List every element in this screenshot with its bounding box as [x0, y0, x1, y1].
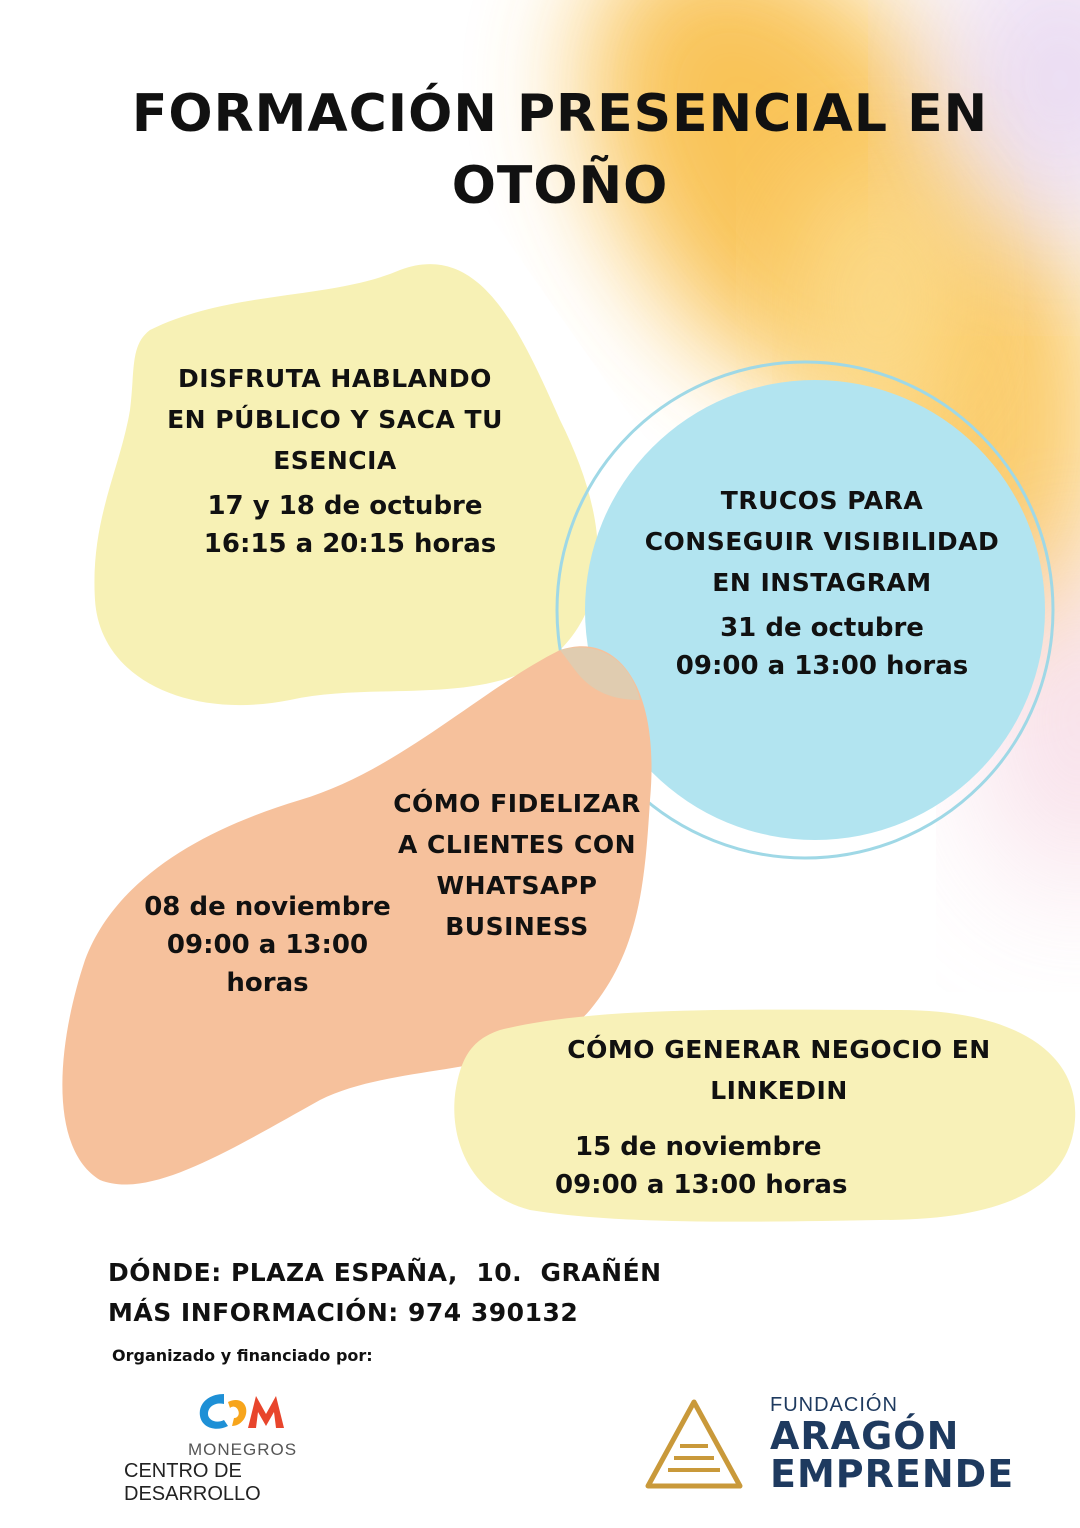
event-date: 17 y 18 de octubre — [207, 491, 483, 521]
event-title-line: DISFRUTA HABLANDO — [178, 364, 492, 393]
fundacion-label: FUNDACIÓN — [770, 1394, 898, 1416]
title-line-2: OTOÑO — [451, 156, 669, 216]
contact-phone: MÁS INFORMACIÓN: 974 390132 — [108, 1298, 579, 1327]
event-time: 09:00 a 13:00 horas — [675, 651, 969, 681]
event-title-line: CÓMO GENERAR NEGOCIO EN — [567, 1035, 991, 1064]
event-card-instagram — [622, 480, 1022, 685]
event-title-line: CONSEGUIR VISIBILIDAD — [644, 527, 1000, 556]
event-time: 16:15 a 20:15 horas — [203, 529, 497, 559]
event-card-whatsapp — [382, 783, 652, 947]
emprende-label: EMPRENDE — [770, 1452, 1015, 1496]
event-title-line: CÓMO FIDELIZAR — [393, 789, 641, 818]
aragon-label: ARAGÓN — [770, 1414, 960, 1458]
event-date: 15 de noviembre — [575, 1132, 822, 1162]
organizer-label: Organizado y financiado por: — [112, 1346, 373, 1365]
event-title-line: ESENCIA — [273, 446, 397, 475]
event-title-line: WHATSAPP — [436, 871, 598, 900]
cdm-logo-icon — [194, 1388, 290, 1436]
pyramid-logo-icon — [644, 1398, 744, 1490]
event-time: 09:00 a 13:00 horas — [555, 1170, 848, 1200]
event-title-line: BUSINESS — [445, 912, 589, 941]
event-time: horas — [226, 968, 309, 998]
event-title-line: EN INSTAGRAM — [712, 568, 932, 597]
venue-address: DÓNDE: PLAZA ESPAÑA, 10. GRAÑÉN — [108, 1258, 662, 1287]
monegros-subtitle: CENTRO DE DESARROLLO — [124, 1460, 261, 1505]
event-title-line: EN PÚBLICO Y SACA TU — [167, 405, 503, 434]
fundacion-aragon-emprende-logo — [640, 1390, 1020, 1500]
page-title — [60, 78, 1060, 222]
event-title-line: LINKEDIN — [710, 1076, 848, 1105]
event-card-public-speaking — [135, 358, 535, 563]
monegros-logo — [112, 1388, 372, 1505]
event-card-linkedin — [540, 1029, 1018, 1111]
footer-info — [108, 1253, 808, 1333]
monegros-name: MONEGROS — [188, 1440, 298, 1459]
event-schedule-linkedin — [555, 1128, 915, 1204]
event-schedule-whatsapp — [125, 888, 410, 1002]
event-title-line: TRUCOS PARA — [720, 486, 924, 515]
event-time: 09:00 a 13:00 — [166, 930, 369, 960]
event-title-line: A CLIENTES CON — [398, 830, 636, 859]
event-date: 31 de octubre — [720, 613, 924, 643]
event-date: 08 de noviembre — [144, 892, 391, 922]
title-line-1: FORMACIÓN PRESENCIAL EN — [131, 84, 989, 144]
